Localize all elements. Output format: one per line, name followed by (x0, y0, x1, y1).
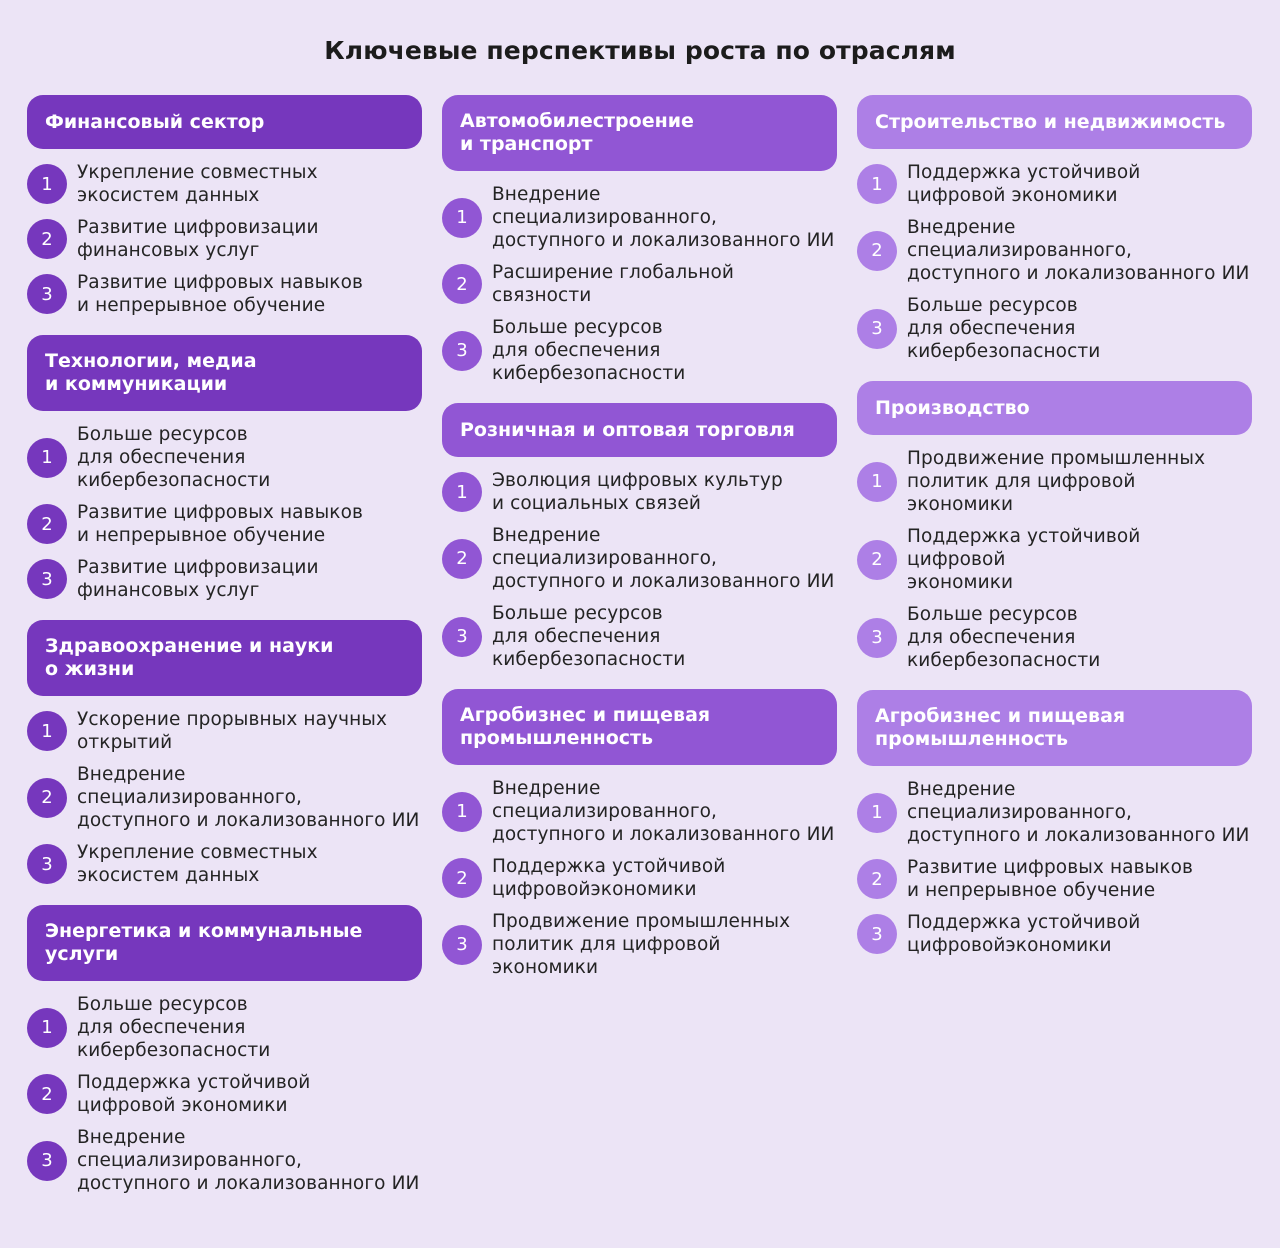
list-item (442, 524, 837, 593)
item-number-badge: 3 (857, 914, 897, 954)
list-item (27, 841, 422, 887)
list-item (857, 161, 1252, 207)
item-number-badge: 3 (27, 844, 67, 884)
item-number-badge: 3 (27, 274, 67, 314)
sector-card (27, 620, 422, 887)
list-item (27, 993, 422, 1062)
sector-items (857, 161, 1252, 363)
item-number-badge: 3 (27, 559, 67, 599)
item-number-badge: 2 (857, 540, 897, 580)
sector-card (857, 95, 1252, 363)
item-text: Больше ресурсов для обеспечения кибербезопасности (492, 317, 686, 384)
list-item (857, 294, 1252, 363)
item-number-badge: 3 (27, 1141, 67, 1181)
item-text: Развитие цифровых навыков и непрерывное обучение (77, 502, 363, 546)
item-number-badge: 1 (442, 472, 482, 512)
item-text: Внедрение специализированного, доступного и локализованного ИИ (492, 778, 835, 845)
item-text: Развитие цифровых навыков и непрерывное обучение (907, 857, 1193, 901)
list-item (857, 856, 1252, 902)
item-number-badge: 1 (857, 462, 897, 502)
sector-header: Производство (857, 381, 1252, 435)
item-text: Поддержка устойчивой цифровойэкономики (492, 856, 726, 900)
item-text: Укрепление совместных экосистем данных (77, 842, 318, 886)
list-item (27, 1126, 422, 1195)
sector-card (857, 690, 1252, 957)
sector-card (27, 335, 422, 602)
sector-header: Здравоохранение и науки о жизни (27, 620, 422, 696)
sector-header: Агробизнес и пищевая промышленность (442, 689, 837, 765)
item-number-badge: 2 (27, 1074, 67, 1114)
item-text: Больше ресурсов для обеспечения кибербезопасности (77, 424, 271, 491)
list-item (857, 778, 1252, 847)
item-number-badge: 1 (442, 198, 482, 238)
sector-items (857, 778, 1252, 957)
sector-header: Автомобилестроение и транспорт (442, 95, 837, 171)
item-text: Внедрение специализированного, доступного и локализованного ИИ (492, 525, 835, 592)
item-text: Внедрение специализированного, доступного и локализованного ИИ (77, 1127, 420, 1194)
list-item (27, 763, 422, 832)
item-text: Поддержка устойчивой цифровой экономики (907, 162, 1141, 206)
list-item (27, 708, 422, 754)
item-text: Расширение глобальной связности (492, 262, 734, 306)
column-3 (857, 95, 1252, 975)
item-number-badge: 3 (857, 309, 897, 349)
item-text: Внедрение специализированного, доступного и локализованного ИИ (77, 764, 420, 831)
list-item (442, 261, 837, 307)
item-text: Внедрение специализированного, доступного и локализованного ИИ (492, 184, 835, 251)
item-text: Развитие цифровизации финансовых услуг (77, 557, 319, 601)
item-text: Больше ресурсов для обеспечения кибербезопасности (492, 603, 686, 670)
item-text: Укрепление совместных экосистем данных (77, 162, 318, 206)
item-number-badge: 3 (442, 331, 482, 371)
list-item (857, 216, 1252, 285)
item-number-badge: 1 (857, 164, 897, 204)
item-text: Развитие цифровых навыков и непрерывное обучение (77, 272, 363, 316)
sector-items (442, 469, 837, 671)
item-text: Поддержка устойчивой цифровой экономики (907, 526, 1141, 593)
list-item (27, 501, 422, 547)
sector-items (27, 993, 422, 1195)
sector-header: Энергетика и коммунальные услуги (27, 905, 422, 981)
column-2 (442, 95, 837, 997)
list-item (857, 525, 1252, 594)
item-text: Продвижение промышленных политик для цифровой экономики (492, 911, 791, 978)
item-number-badge: 1 (857, 793, 897, 833)
sector-items (27, 161, 422, 317)
item-number-badge: 3 (857, 618, 897, 658)
item-number-badge: 3 (442, 925, 482, 965)
sector-header: Розничная и оптовая торговля (442, 403, 837, 457)
sector-card (27, 905, 422, 1195)
sector-card (857, 381, 1252, 672)
sector-header: Агробизнес и пищевая промышленность (857, 690, 1252, 766)
sector-items (27, 708, 422, 887)
sector-card (442, 689, 837, 979)
list-item (27, 271, 422, 317)
sector-card (442, 95, 837, 385)
column-1 (27, 95, 422, 1213)
sector-header: Технологии, медиа и коммуникации (27, 335, 422, 411)
sector-items (442, 183, 837, 385)
list-item (27, 161, 422, 207)
list-item (442, 777, 837, 846)
page-title: Ключевые перспективы роста по отраслям (324, 36, 956, 65)
item-text: Больше ресурсов для обеспечения кибербезопасности (77, 994, 271, 1061)
item-number-badge: 2 (857, 859, 897, 899)
sector-items (27, 423, 422, 602)
item-text: Внедрение специализированного, доступного и локализованного ИИ (907, 217, 1250, 284)
sector-items (442, 777, 837, 979)
list-item (857, 447, 1252, 516)
list-item (27, 556, 422, 602)
sector-card (442, 403, 837, 671)
item-number-badge: 1 (27, 711, 67, 751)
item-text: Эволюция цифровых культур и социальных связей (492, 470, 783, 514)
list-item (27, 423, 422, 492)
item-text: Ускорение прорывных научных открытий (77, 709, 388, 753)
list-item (857, 911, 1252, 957)
sector-items (857, 447, 1252, 672)
list-item (442, 910, 837, 979)
item-number-badge: 2 (27, 778, 67, 818)
item-text: Больше ресурсов для обеспечения кибербезопасности (907, 604, 1101, 671)
list-item (27, 216, 422, 262)
item-text: Больше ресурсов для обеспечения кибербезопасности (907, 295, 1101, 362)
item-number-badge: 1 (27, 164, 67, 204)
list-item (442, 469, 837, 515)
item-text: Поддержка устойчивой цифровойэкономики (907, 912, 1141, 956)
item-number-badge: 1 (27, 1008, 67, 1048)
list-item (442, 855, 837, 901)
list-item (27, 1071, 422, 1117)
item-text: Развитие цифровизации финансовых услуг (77, 217, 319, 261)
item-text: Внедрение специализированного, доступного и локализованного ИИ (907, 779, 1250, 846)
item-text: Продвижение промышленных политик для цифровой экономики (907, 448, 1206, 515)
item-number-badge: 2 (442, 264, 482, 304)
item-number-badge: 1 (442, 792, 482, 832)
item-text: Поддержка устойчивой цифровой экономики (77, 1072, 311, 1116)
item-number-badge: 3 (442, 617, 482, 657)
list-item (442, 316, 837, 385)
sector-card (27, 95, 422, 317)
item-number-badge: 2 (857, 231, 897, 271)
sector-header: Строительство и недвижимость (857, 95, 1252, 149)
list-item (442, 183, 837, 252)
item-number-badge: 2 (442, 858, 482, 898)
sector-header: Финансовый сектор (27, 95, 422, 149)
item-number-badge: 2 (27, 219, 67, 259)
list-item (442, 602, 837, 671)
item-number-badge: 2 (442, 539, 482, 579)
item-number-badge: 1 (27, 438, 67, 478)
list-item (857, 603, 1252, 672)
item-number-badge: 2 (27, 504, 67, 544)
